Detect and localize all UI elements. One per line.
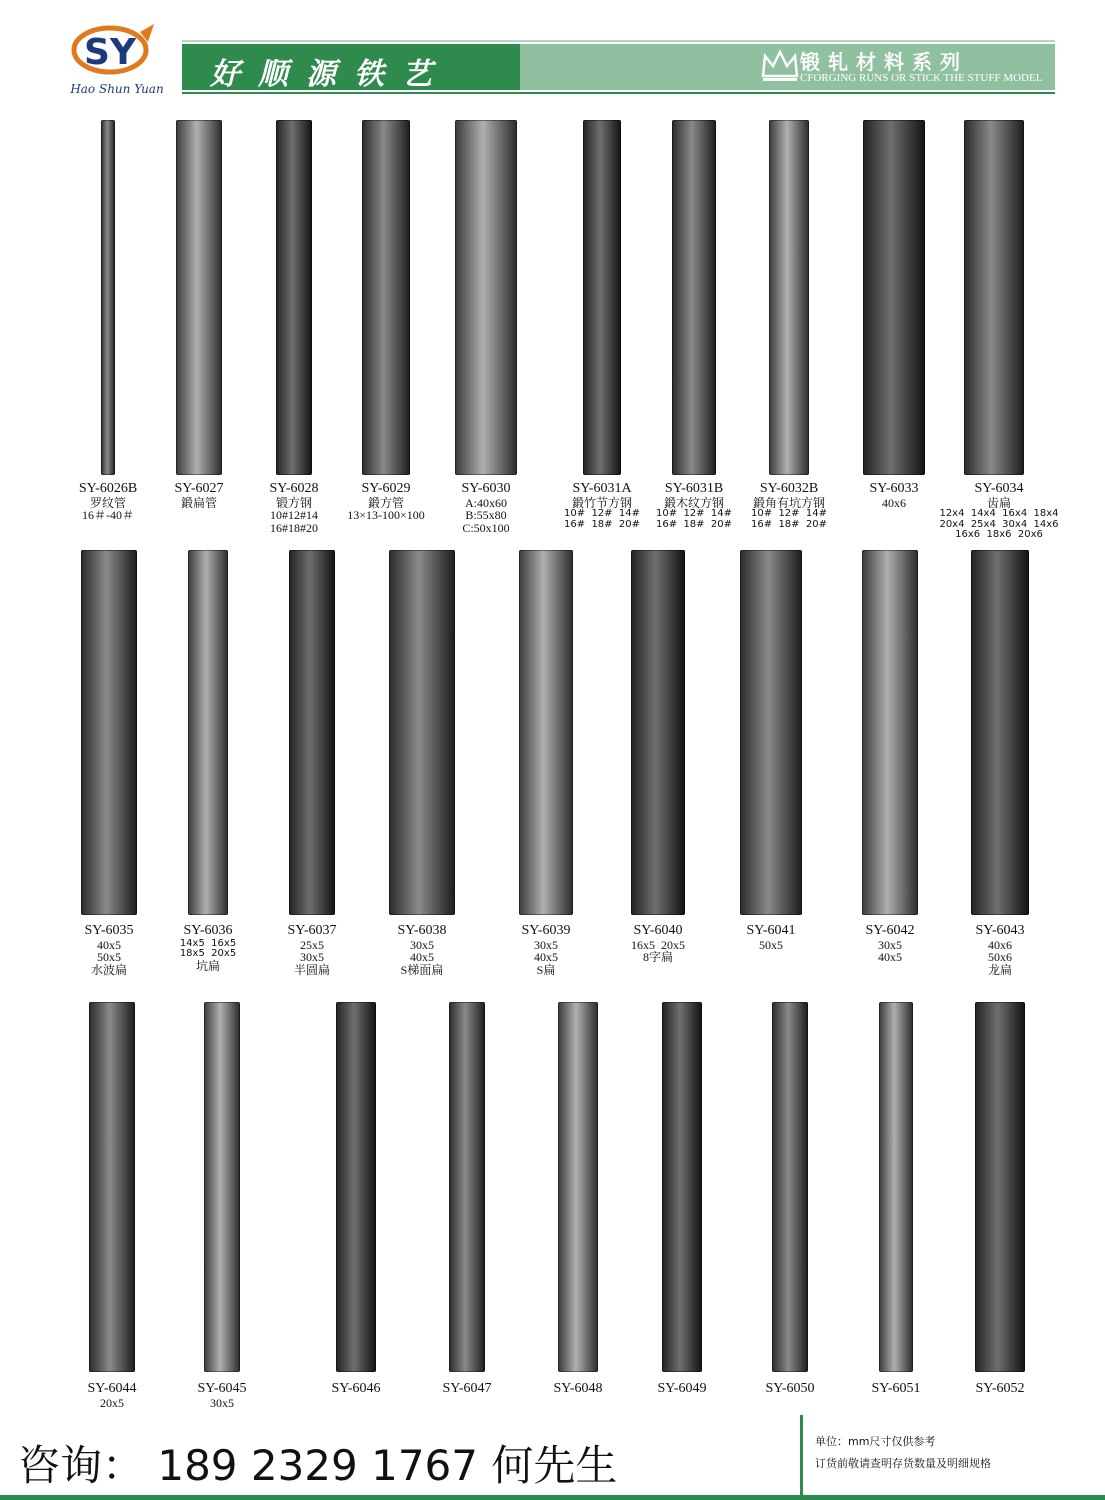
product-code: SY-6027	[174, 481, 224, 496]
product-image	[519, 550, 573, 915]
product-image	[583, 120, 621, 475]
unit-note: 单位：mm尺寸仅供参考	[815, 1435, 936, 1448]
product-size-list: 10# 12# 14#	[750, 508, 828, 520]
product-code: SY-6035	[84, 923, 134, 938]
product-spec: S梯面扁	[400, 962, 444, 977]
product-spec: 25x5	[300, 937, 324, 952]
product-label	[152, 1382, 292, 1409]
footer-contact-area	[0, 1415, 800, 1500]
product-code: SY-6048	[553, 1381, 603, 1396]
svg-text:S: S	[84, 32, 110, 73]
product-image	[862, 550, 918, 915]
product-image	[631, 550, 685, 915]
product-image	[204, 1002, 240, 1372]
product-image	[449, 1002, 485, 1372]
product-spec: 30x5	[210, 1395, 234, 1410]
product-size-list: 10# 12# 14#	[563, 508, 641, 520]
product-spec: 鍛角有坑方钢	[752, 495, 825, 510]
crown-icon	[760, 48, 800, 84]
product-code: SY-6045	[197, 1381, 247, 1396]
product-image	[772, 1002, 808, 1372]
product-image	[971, 550, 1029, 915]
product-image	[336, 1002, 376, 1372]
footer-notes-area	[800, 1415, 1105, 1500]
product-image	[101, 120, 115, 475]
product-code: SY-6039	[521, 923, 571, 938]
product-code: SY-6034	[974, 481, 1024, 496]
product-image	[863, 120, 925, 475]
product-image	[289, 550, 335, 915]
product-code: SY-6033	[869, 481, 919, 496]
product-spec: 40x5	[534, 950, 558, 965]
product-spec: 齿扁	[986, 495, 1011, 510]
product-spec: A:40x60	[465, 495, 507, 510]
product-code: SY-6036	[183, 923, 233, 938]
product-spec: 40x5	[878, 950, 902, 965]
product-image	[975, 1002, 1025, 1372]
header-bottom-line	[182, 92, 1055, 94]
product-spec: 锻方钢	[275, 495, 312, 510]
product-spec: 10#12#14	[270, 508, 318, 523]
product-label	[352, 924, 492, 976]
product-spec: 半圆扁	[293, 962, 330, 977]
product-spec: 罗纹管	[89, 495, 126, 510]
product-spec: 16＃-40＃	[82, 508, 134, 523]
product-code: SY-6043	[975, 923, 1025, 938]
product-image	[740, 550, 802, 915]
product-code: SY-6050	[765, 1381, 815, 1396]
product-code: SY-6031B	[664, 481, 724, 496]
contact-phone: 咨询： 189 2329 1767 何先生	[18, 1441, 618, 1490]
product-spec: 40x6	[882, 495, 906, 510]
product-image	[362, 120, 410, 475]
product-spec: S扁	[536, 962, 556, 977]
product-code: SY-6052	[975, 1381, 1025, 1396]
product-spec: 50x5	[97, 950, 121, 965]
product-image	[81, 550, 137, 915]
header-title-bar	[182, 44, 520, 90]
product-code: SY-6028	[269, 481, 319, 496]
product-code: SY-6032B	[759, 481, 819, 496]
product-spec: 30x5	[534, 937, 558, 952]
sy-logo-icon	[70, 22, 156, 78]
product-spec: 鍛竹节方钢	[571, 495, 632, 510]
product-size-list: 16# 18# 20#	[563, 518, 641, 530]
product-size-list: 16# 18# 20#	[655, 518, 733, 530]
product-image	[879, 1002, 913, 1372]
product-image	[89, 1002, 135, 1372]
product-image	[188, 550, 228, 915]
product-code: SY-6038	[397, 923, 447, 938]
product-code: SY-6051	[871, 1381, 921, 1396]
order-note: 订货前敬请查明存货数量及明细规格	[815, 1457, 991, 1470]
product-spec: 50x6	[988, 950, 1012, 965]
product-spec: 鍛扁管	[180, 495, 217, 510]
product-size-list: 16x6 18x6 20x6	[955, 529, 1043, 541]
product-size-list: 20x4 25x4 30x4 14x6	[939, 518, 1059, 530]
product-image	[769, 120, 809, 475]
product-code: SY-6046	[331, 1381, 381, 1396]
product-size-list: 14x5 16x5	[179, 937, 237, 949]
series-title-en: CFORGING RUNS OR STICK THE STUFF MODEL	[800, 72, 1043, 84]
product-spec: 40x5	[410, 950, 434, 965]
footer	[0, 1415, 1105, 1500]
product-spec: 8字扁	[642, 950, 673, 965]
product-code: SY-6049	[657, 1381, 707, 1396]
product-spec: 13×13-100×100	[347, 508, 425, 523]
product-code: SY-6030	[461, 481, 511, 496]
product-image	[964, 120, 1024, 475]
company-logo	[62, 22, 172, 102]
brand-pinyin: Hao Shun Yuan	[70, 82, 164, 96]
product-spec: 鍛木纹方钢	[663, 495, 724, 510]
product-code: SY-6047	[442, 1381, 492, 1396]
product-spec: B:55x80	[465, 508, 507, 523]
product-spec: 30x5	[300, 950, 324, 965]
svg-text:Y: Y	[110, 32, 137, 73]
product-code: SY-6041	[746, 923, 796, 938]
product-code: SY-6026B	[78, 481, 138, 496]
product-spec: 龙扁	[987, 962, 1012, 977]
product-image	[176, 120, 222, 475]
product-spec: 20x5	[100, 1395, 124, 1410]
product-code: SY-6042	[865, 923, 915, 938]
product-size-list: 12x4 14x4 16x4 18x4	[939, 508, 1059, 520]
header-top-line	[182, 40, 1055, 42]
product-image	[662, 1002, 702, 1372]
product-spec: 16x5 20x5	[631, 937, 685, 952]
product-size-list: 18x5 20x5	[179, 948, 237, 960]
product-spec: 40x6	[988, 937, 1012, 952]
product-size-list: 10# 12# 14#	[655, 508, 733, 520]
product-image	[455, 120, 517, 475]
product-code: SY-6044	[87, 1381, 137, 1396]
product-spec: 16#18#20	[270, 520, 318, 535]
product-spec: C:50x100	[462, 520, 510, 535]
product-label	[930, 924, 1070, 976]
product-size-list: 16# 18# 20#	[750, 518, 828, 530]
product-label	[930, 1382, 1070, 1397]
footer-stripe	[0, 1495, 1105, 1500]
product-code: SY-6040	[633, 923, 683, 938]
product-spec: 水波扁	[90, 962, 127, 977]
product-spec: 50x5	[759, 937, 783, 952]
product-code: SY-6029	[361, 481, 411, 496]
series-title-cn: 锻轧材料系列	[800, 50, 968, 74]
product-image	[672, 120, 716, 475]
product-spec: 30x5	[878, 937, 902, 952]
product-type: 坑扁	[195, 958, 220, 973]
product-code: SY-6037	[287, 923, 337, 938]
product-image	[558, 1002, 598, 1372]
product-image	[276, 120, 312, 475]
product-label	[914, 482, 1084, 541]
company-name: 好顺源铁艺	[210, 57, 450, 92]
product-spec: 40x5	[97, 937, 121, 952]
product-image	[389, 550, 455, 915]
product-code: SY-6031A	[572, 481, 632, 496]
product-spec: 30x5	[410, 937, 434, 952]
product-spec: 鍛方管	[367, 495, 404, 510]
